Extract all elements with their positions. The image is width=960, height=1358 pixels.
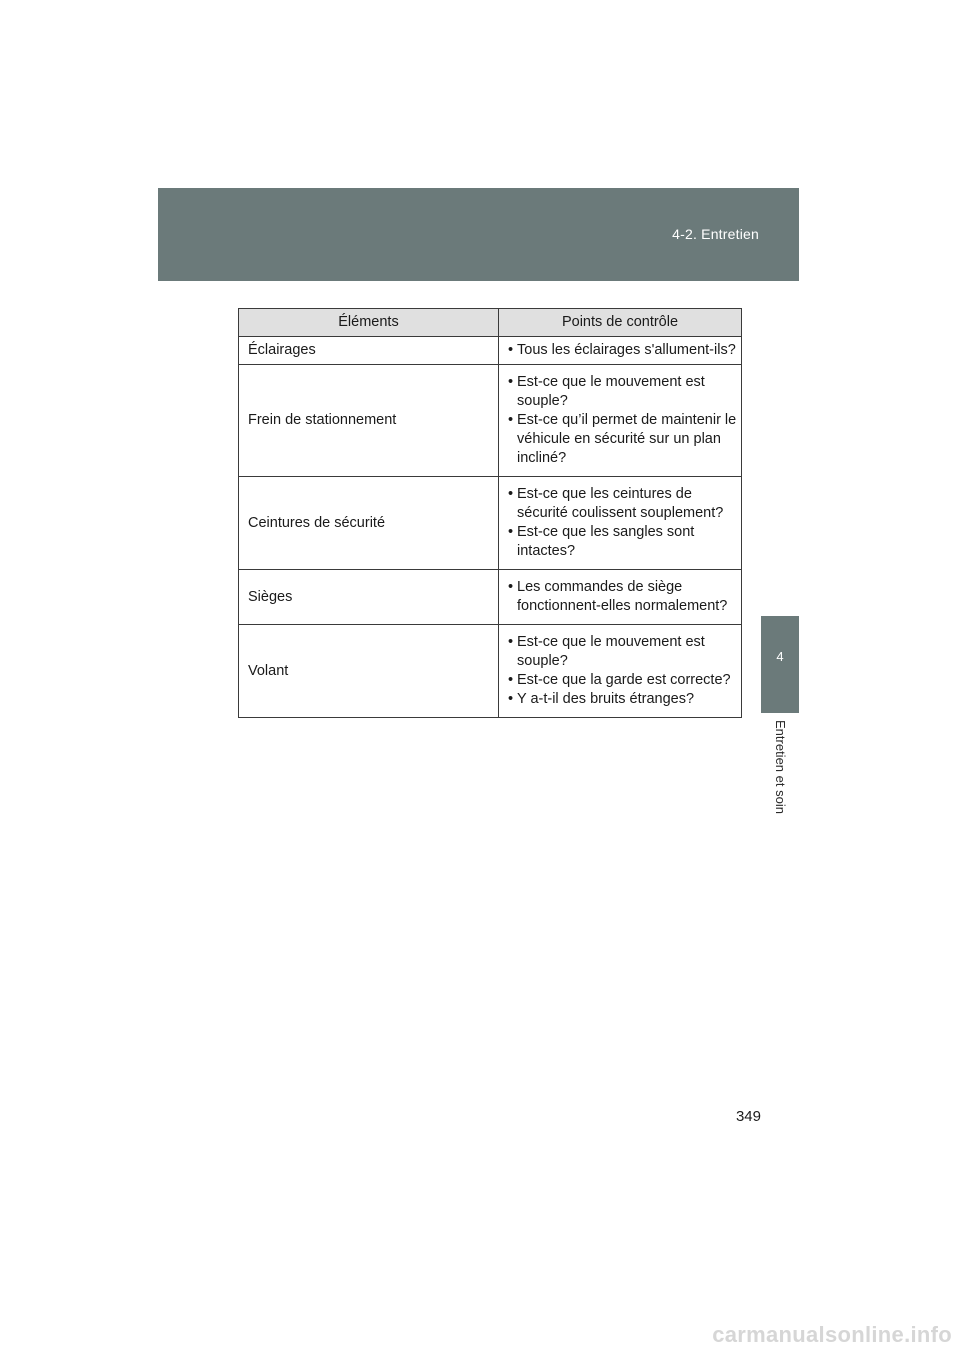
check-point: • Est-ce que les sangles sont intactes? <box>508 523 739 561</box>
row-item: Ceintures de sécurité <box>239 477 499 570</box>
check-list <box>508 373 739 468</box>
check-list <box>508 341 739 360</box>
check-point: • Est-ce qu’il permet de maintenir le véhicule en sécurité sur un plan incliné? <box>508 411 739 468</box>
table-row <box>239 365 742 477</box>
chapter-number: 4 <box>776 649 784 664</box>
row-item: Éclairages <box>239 337 499 365</box>
row-item: Volant <box>239 625 499 718</box>
chapter-title: Entretien et soin <box>773 720 788 814</box>
page-number: 349 <box>735 1108 761 1125</box>
check-point: • Est-ce que le mouvement est souple? <box>508 633 739 671</box>
watermark-logo: carmanualsonline.info <box>712 1322 952 1347</box>
row-points <box>499 477 742 570</box>
check-point: • Est-ce que le mouvement est souple? <box>508 373 739 411</box>
check-list <box>508 633 739 709</box>
table-row <box>239 625 742 718</box>
chapter-tab[interactable] <box>761 616 799 713</box>
check-point: • Les commandes de siège fonctionnent-elles normalement? <box>508 578 739 616</box>
column-header-items: Éléments <box>239 309 499 337</box>
table-row <box>239 477 742 570</box>
check-list <box>508 578 739 616</box>
header-band <box>158 188 799 281</box>
check-point: • Y a-t-il des bruits étranges? <box>508 690 739 709</box>
row-points <box>499 337 742 365</box>
row-points <box>499 625 742 718</box>
section-title: 4-2. Entretien <box>672 226 759 242</box>
check-list <box>508 485 739 561</box>
table-row <box>239 337 742 365</box>
inspection-table <box>238 308 742 718</box>
row-item: Sièges <box>239 570 499 625</box>
column-header-points: Points de contrôle <box>499 309 742 337</box>
row-item: Frein de stationnement <box>239 365 499 477</box>
table-row <box>239 570 742 625</box>
row-points <box>499 570 742 625</box>
table-header-row <box>239 309 742 337</box>
check-point: • Tous les éclairages s'allument-ils? <box>508 341 739 360</box>
check-point: • Est-ce que les ceintures de sécurité coulissent souplement? <box>508 485 739 523</box>
row-points <box>499 365 742 477</box>
check-point: • Est-ce que la garde est correcte? <box>508 671 739 690</box>
